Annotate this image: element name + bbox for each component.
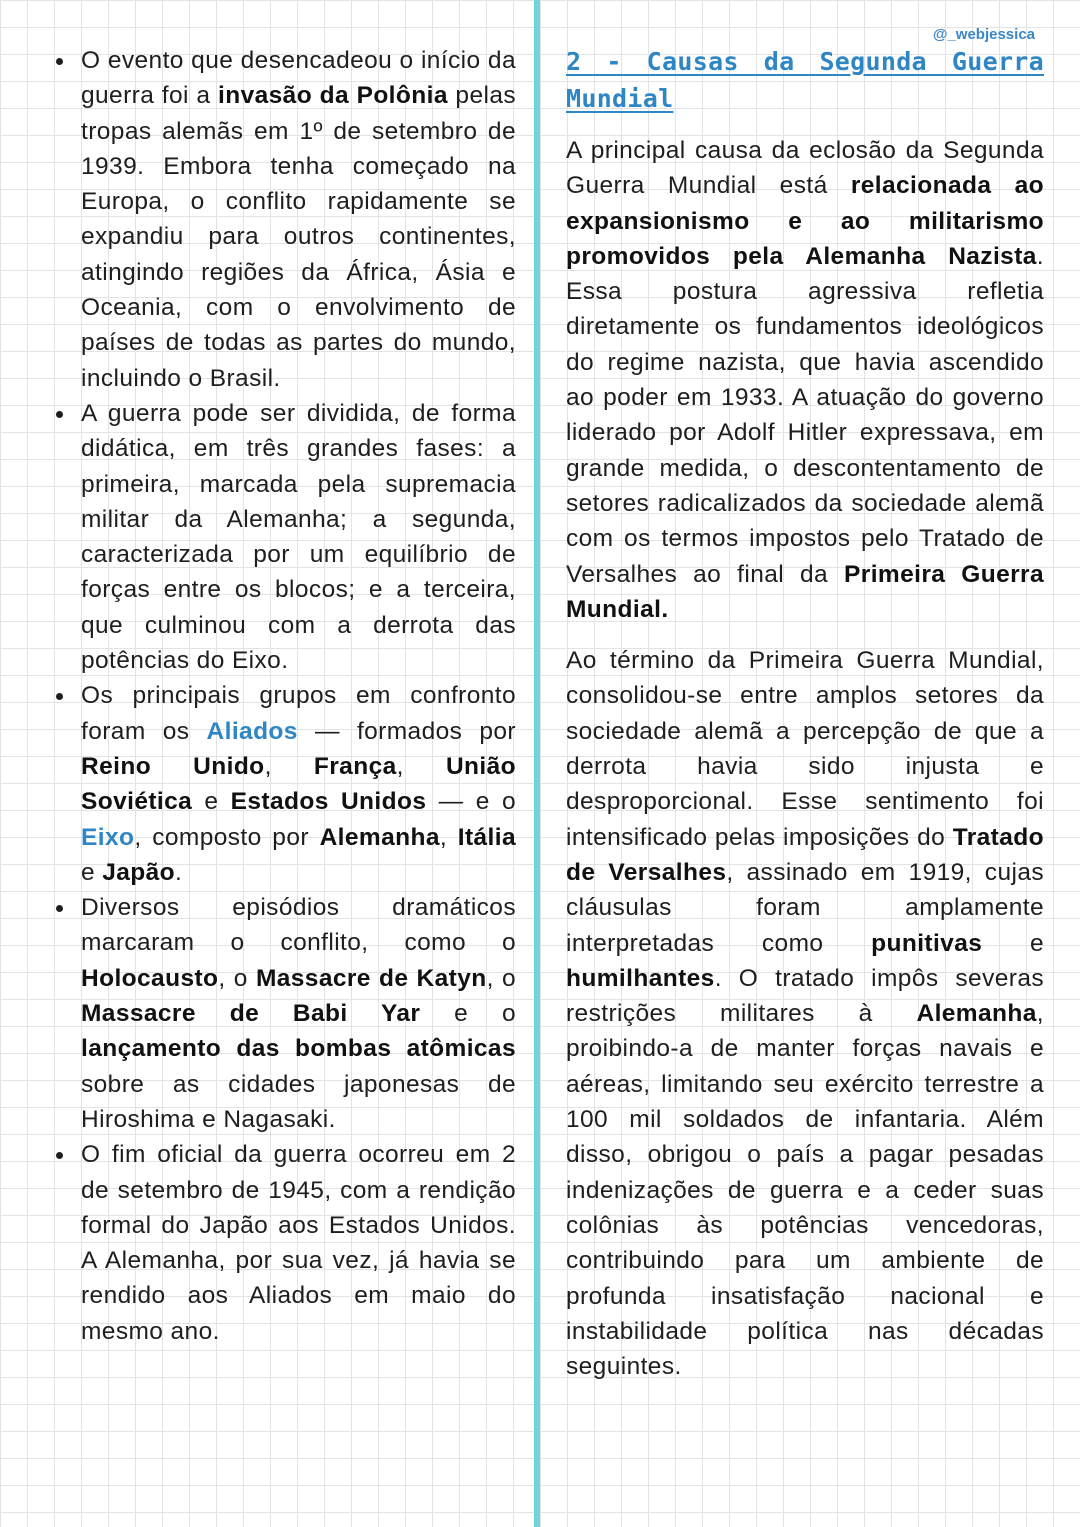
text-run: , proibindo-a de manter forças navais e aéreas, limitando seu exército terrestre a 100 mil soldados de infantaria. Além disso, obrigou o país a pagar pesadas indenizações de guerra e a ceder suas colônias às potências vencedoras, contribuindo para um ambiente de profunda insatisfação nacional e instabilidade política nas décadas seguintes. [566, 1000, 1044, 1381]
text-run: — e o [426, 788, 516, 816]
text-run: Diversos episódios dramáticos marcaram o conflito, como o [81, 894, 516, 957]
text-run: , [264, 752, 314, 780]
bold-text: União Soviética [81, 752, 516, 816]
text-run: Ao término da Primeira Guerra Mundial, consolidou-se entre amplos setores da sociedade alemã a percepção de que a derrota havia sido injusta e desproporcional. Esse sentimento foi intensificado pelas imposições do [566, 647, 1044, 851]
text-run: e [192, 788, 231, 816]
text-run: sobre as cidades japonesas de Hiroshima e Nagasaki. [81, 1070, 516, 1133]
text-run: e [982, 929, 1044, 957]
bold-text: Alemanha [916, 1000, 1037, 1028]
bold-text: Japão [102, 858, 176, 886]
bold-text: Massacre de Babi Yar [81, 1000, 421, 1028]
text-run: , assinado em 1919, cujas cláusulas foram amplamente interpretadas como [566, 858, 1044, 957]
text-run: O evento que desencadeou o início da guerra foi a [81, 47, 516, 110]
bold-text: lançamento das bombas atômicas [81, 1035, 516, 1063]
bold-text: humilhantes [566, 964, 715, 992]
bold-text: Tratado de Versalhes [566, 823, 1044, 886]
text-run: A principal causa da eclosão da Segunda Guerra Mundial está [566, 137, 1044, 200]
highlight-text: Aliados [206, 717, 298, 745]
text-run: A guerra pode ser dividida, de forma didática, em três grandes fases: a primeira, marcada pela supremacia militar da Alemanha; a segunda, caracterizada por um equilíbrio de forças entre os blocos; e a terceira, que culminou com a derrota das potências do Eixo. [81, 399, 516, 675]
text-run: — formados por [297, 717, 516, 745]
bold-text: Primeira Guerra Mundial. [566, 560, 1044, 623]
paragraph [566, 643, 1044, 1384]
text-run: , [396, 752, 446, 780]
column-divider [534, 0, 540, 1527]
text-run: Os principais grupos em confronto foram os [81, 682, 516, 745]
paragraph [566, 133, 1044, 627]
text-run: , o [218, 964, 256, 992]
text-run: . [175, 858, 183, 886]
bold-text: Reino Unido [81, 752, 265, 780]
text-run: , [439, 823, 458, 851]
left-column [48, 43, 516, 1349]
text-run: O fim oficial da guerra ocorreu em 2 de setembro de 1945, com a rendição formal do Japão aos Estados Unidos. A Alemanha, por sua vez, já havia se rendido aos Aliados em maio do mesmo ano. [81, 1141, 516, 1345]
bold-text: punitivas [871, 929, 983, 957]
bullet-list [48, 43, 516, 1349]
bullet-item [48, 678, 516, 890]
bullet-item [48, 396, 516, 678]
text-run: , o [486, 964, 516, 992]
text-run: , composto por [134, 823, 320, 851]
author-handle: @_webjessica [932, 26, 1035, 43]
text-run: e o [420, 1000, 516, 1028]
bold-text: Holocausto [81, 964, 219, 992]
highlight-text: Eixo [81, 823, 135, 851]
bold-text: Massacre de Katyn [255, 964, 487, 992]
text-run: e [81, 858, 103, 886]
text-run: pelas tropas alemãs em 1º de setembro de 1939. Embora tenha começado na Europa, o conflito rapidamente se expandiu para outros continentes, atingindo regiões da África, Ásia e Oceania, com o envolvimento de países de todas as partes do mundo, incluindo o Brasil. [81, 82, 516, 392]
right-column [566, 43, 1044, 1384]
bold-text: Alemanha [319, 823, 440, 851]
text-run: . Essa postura agressiva refletia diretamente os fundamentos ideológicos do regime nazista, que havia ascendido ao poder em 1933. A atuação do governo liderado por Adolf Hitler expressava, em grande medida, o descontentamento de setores radicalizados da sociedade alemã com os termos impostos pelo Tratado de Versalhes ao final da [566, 242, 1044, 588]
bold-text: relacionada ao expansionismo e ao militarismo promovidos pela Alemanha Nazista [566, 172, 1045, 270]
text-run: . O tratado impôs severas restrições militares à [566, 964, 1044, 1028]
bullet-item [48, 43, 516, 396]
bullet-item [48, 890, 516, 1137]
bold-text: Itália [457, 823, 516, 851]
section-title: 2 - Causas da Segunda Guerra Mundial [566, 47, 1044, 113]
bold-text: invasão da Polônia [218, 82, 448, 110]
bold-text: Estados Unidos [230, 788, 427, 816]
bold-text: França [313, 752, 397, 780]
bullet-item [48, 1137, 516, 1349]
